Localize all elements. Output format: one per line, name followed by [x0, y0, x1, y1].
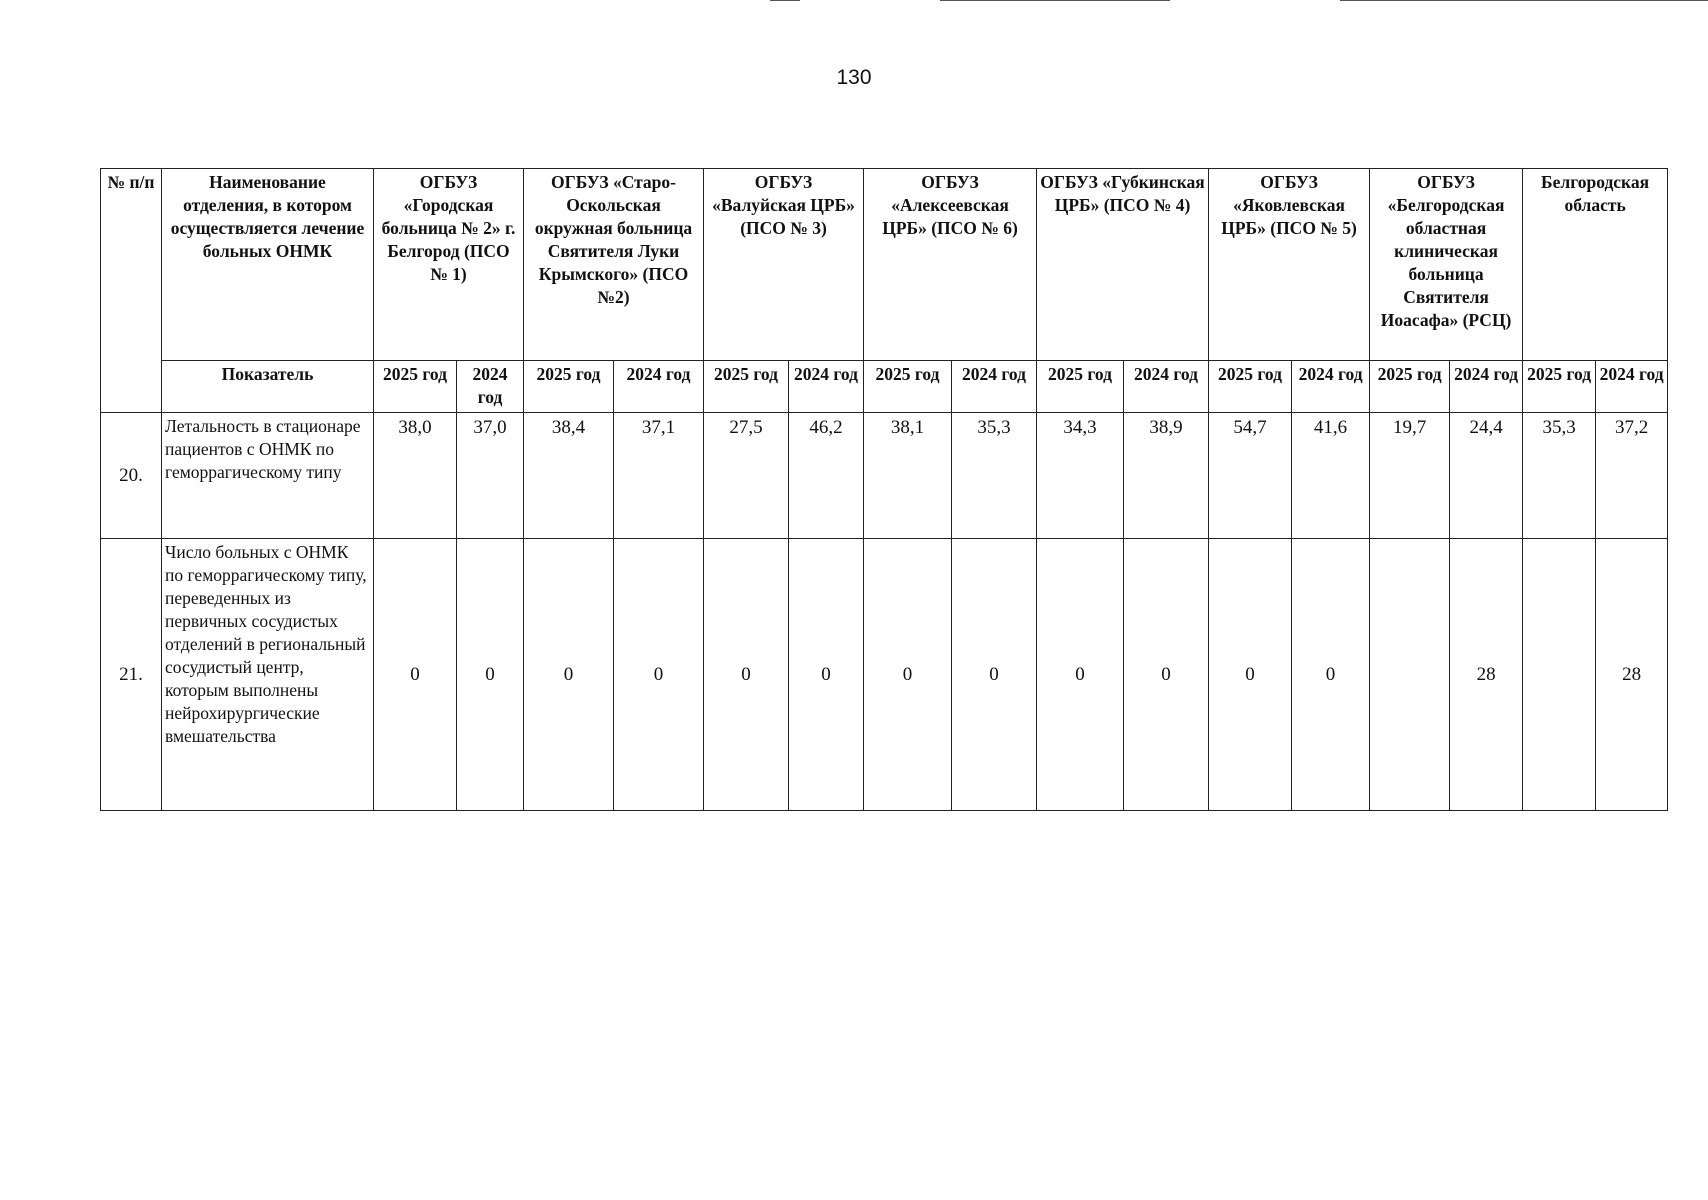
year-header: 2025 год: [704, 361, 789, 413]
scan-edge-line: [1340, 0, 1708, 1]
value-cell: 0: [524, 539, 614, 811]
value-cell: 54,7: [1209, 413, 1292, 539]
col-name-header: Наименование отделения, в котором осуществляется лечение больных ОНМК: [162, 169, 374, 361]
row-indicator-name: Число больных с ОНМК по геморрагическому типу, переведенных из первичных сосудистых отделений в региональный сосудистый центр, которым выполнены нейрохирургические вмешательства: [162, 539, 374, 811]
row-indicator-name: Летальность в стационаре пациентов с ОНМК по геморрагическому типу: [162, 413, 374, 539]
page-number: 130: [836, 66, 872, 89]
row-number: 20.: [101, 413, 162, 539]
value-cell: 0: [952, 539, 1037, 811]
year-header: 2025 год: [1370, 361, 1450, 413]
year-header: 2024 год: [1596, 361, 1668, 413]
table-row: [101, 539, 1668, 811]
row-number: 21.: [101, 539, 162, 811]
value-cell: 38,1: [864, 413, 952, 539]
value-cell: 37,1: [614, 413, 704, 539]
org-header: ОГБУЗ «Валуйская ЦРБ» (ПСО № 3): [704, 169, 864, 361]
col-no-header: № п/п: [101, 169, 162, 413]
value-cell: 0: [1124, 539, 1209, 811]
org-header: Белгородская область: [1523, 169, 1668, 361]
value-cell: 41,6: [1292, 413, 1370, 539]
value-cell: [1370, 539, 1450, 811]
value-cell: 0: [457, 539, 524, 811]
org-header: ОГБУЗ «Яковлевская ЦРБ» (ПСО № 5): [1209, 169, 1370, 361]
value-cell: 37,2: [1596, 413, 1668, 539]
value-cell: 0: [789, 539, 864, 811]
org-header: ОГБУЗ «Городская больница № 2» г. Белгород (ПСО № 1): [374, 169, 524, 361]
value-cell: 34,3: [1037, 413, 1124, 539]
indicators-table: [100, 168, 1668, 811]
org-header: ОГБУЗ «Старо-Оскольская окружная больница Святителя Луки Крымского» (ПСО №2): [524, 169, 704, 361]
org-header: ОГБУЗ «Губкинская ЦРБ» (ПСО № 4): [1037, 169, 1209, 361]
value-cell: 37,0: [457, 413, 524, 539]
value-cell: [1523, 539, 1596, 811]
value-cell: 0: [864, 539, 952, 811]
value-cell: 38,9: [1124, 413, 1209, 539]
header-row: [101, 169, 1668, 361]
value-cell: 0: [1292, 539, 1370, 811]
org-header: ОГБУЗ «Алексеевская ЦРБ» (ПСО № 6): [864, 169, 1037, 361]
year-header: 2025 год: [1523, 361, 1596, 413]
indicator-header: Показатель: [162, 361, 374, 413]
value-cell: 0: [614, 539, 704, 811]
year-header: 2024 год: [789, 361, 864, 413]
year-header: 2025 год: [1037, 361, 1124, 413]
value-cell: 28: [1450, 539, 1523, 811]
value-cell: 0: [374, 539, 457, 811]
value-cell: 0: [704, 539, 789, 811]
value-cell: 0: [1037, 539, 1124, 811]
year-header: 2025 год: [864, 361, 952, 413]
year-header: 2024 год: [1450, 361, 1523, 413]
year-header: 2024 год: [952, 361, 1037, 413]
value-cell: 28: [1596, 539, 1668, 811]
scan-edge-line: [940, 0, 1170, 1]
value-cell: 46,2: [789, 413, 864, 539]
scan-edge-line: [770, 0, 800, 1]
value-cell: 35,3: [1523, 413, 1596, 539]
year-header: 2025 год: [1209, 361, 1292, 413]
value-cell: 38,4: [524, 413, 614, 539]
value-cell: 27,5: [704, 413, 789, 539]
value-cell: 24,4: [1450, 413, 1523, 539]
year-header: 2024 год: [614, 361, 704, 413]
year-header: 2025 год: [374, 361, 457, 413]
year-header-row: [101, 361, 1668, 413]
value-cell: 35,3: [952, 413, 1037, 539]
year-header: 2024 год: [1292, 361, 1370, 413]
value-cell: 19,7: [1370, 413, 1450, 539]
table-row: [101, 413, 1668, 539]
year-header: 2024 год: [457, 361, 524, 413]
value-cell: 38,0: [374, 413, 457, 539]
year-header: 2025 год: [524, 361, 614, 413]
value-cell: 0: [1209, 539, 1292, 811]
year-header: 2024 год: [1124, 361, 1209, 413]
org-header: ОГБУЗ «Белгородская областная клиническая больница Святителя Иоасафа» (РСЦ): [1370, 169, 1523, 361]
